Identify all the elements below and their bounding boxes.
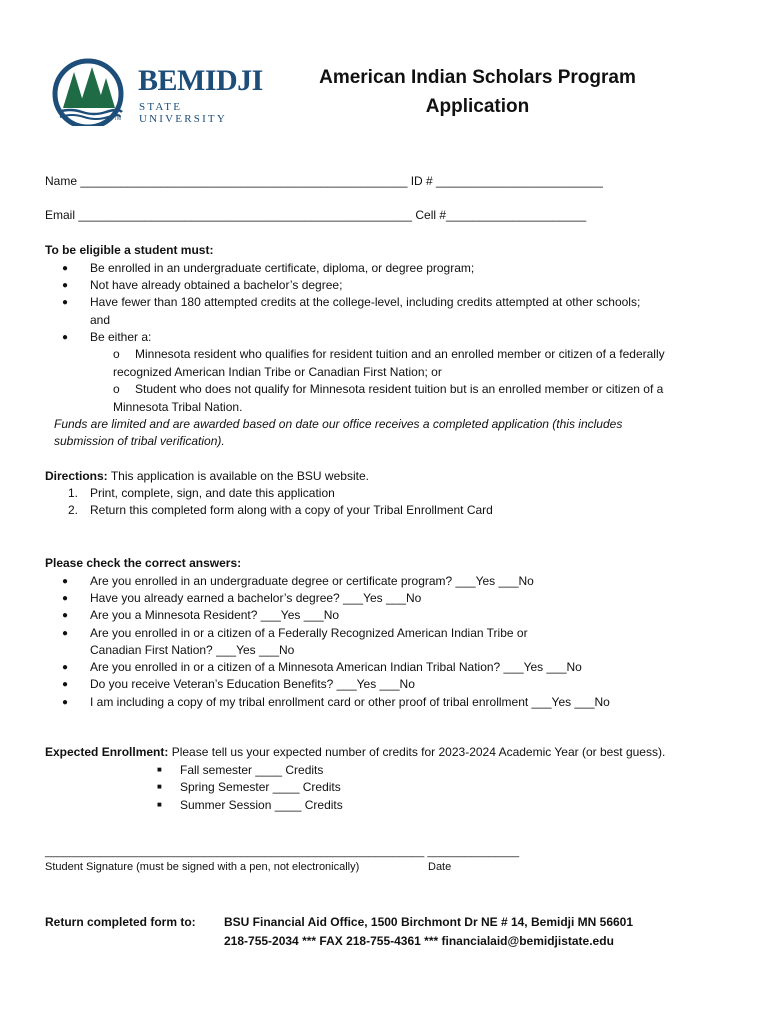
fall-credits: Fall semester ____ Credits [180,763,324,777]
summer-credits: Summer Session ____ Credits [180,798,343,812]
bullet-icon: ● [62,263,69,274]
question-3: Are you a Minnesota Resident? ___Yes ___No [90,608,340,622]
eligibility-sub-1-cont: recognized American Indian Tribe or Canadian First Nation; or [113,365,442,379]
question-5: Are you enrolled in or a citizen of a Minnesota American Indian Tribal Nation? ___Yes ___No [90,660,582,674]
eligibility-sub-2-cont: Minnesota Tribal Nation. [113,400,243,414]
directions [45,469,369,483]
bullet-icon: ● [62,628,69,639]
funding-note: Funds are limited and are awarded based on date our office receives a completed application (this includes [54,417,623,431]
question-7: I am including a copy of my tribal enrollment card or other proof of tribal enrollment ___Yes ___No [90,695,610,709]
question-2: Have you already earned a bachelor’s degree? ___Yes ___No [90,591,422,605]
bullet-icon: ● [62,297,69,308]
logo-trademark: TM [114,116,122,122]
return-contact: 218-755-2034 *** FAX 218-755-4361 *** financialaid@bemidjistate.edu [224,934,614,948]
email-cell-field-line: Email __________________________________________________ Cell #_____________________ [45,208,587,222]
eligibility-item-2: Not have already obtained a bachelor’s degree; [90,278,343,292]
bullet-icon: ● [62,332,69,343]
eligibility-sub-1: Minnesota resident who qualifies for resident tuition and an enrolled member or citizen of a federally [135,347,665,361]
date-label: Date [428,861,452,873]
page-title-line2: Application [425,96,530,117]
circle-bullet-icon: o [113,382,120,396]
directions-step-2: Return this completed form along with a copy of your Tribal Enrollment Card [90,503,493,517]
eligibility-item-3-cont: and [90,313,111,327]
funding-note-cont: submission of tribal verification). [54,434,225,448]
question-4-cont: Canadian First Nation? ___Yes ___No [90,643,295,657]
name-id-field-line: Name _________________________________________________ ID # _________________________ [45,174,603,188]
question-1: Are you enrolled in an undergraduate degree or certificate program? ___Yes ___No [90,574,534,588]
eligibility-heading: To be eligible a student must: [45,243,214,257]
signature-line: ______________________________________________________________ _______________ [45,846,520,858]
bullet-icon: ● [62,593,69,604]
directions-label: Directions: [45,469,108,483]
eligibility-item-4: Be either a: [90,330,152,344]
square-bullet-icon: ■ [157,765,162,774]
expected-enrollment [45,745,665,759]
bullet-icon: ● [62,610,69,621]
square-bullet-icon: ■ [157,800,162,809]
bullet-icon: ● [62,662,69,673]
square-bullet-icon: ■ [157,782,162,791]
bullet-icon: ● [62,679,69,690]
eligibility-item-1: Be enrolled in an undergraduate certificate, diploma, or degree program; [90,261,475,275]
eligibility-item-3: Have fewer than 180 attempted credits at the college-level, including credits attempted at other schools; [90,295,641,309]
return-label: Return completed form to: [45,915,196,929]
step-number: 2. [68,503,79,517]
question-4: Are you enrolled in or a citizen of a Federally Recognized American Indian Tribe or [90,626,528,640]
signature-label: Student Signature (must be signed with a pen, not electronically) [45,861,360,873]
circle-bullet-icon: o [113,347,120,361]
bullet-icon: ● [62,576,69,587]
spring-credits: Spring Semester ____ Credits [180,780,341,794]
bullet-icon: ● [62,280,69,291]
logo-subtitle: STATE UNIVERSITY [139,101,227,125]
question-6: Do you receive Veteran’s Education Benefits? ___Yes ___No [90,677,415,691]
directions-text: This application is available on the BSU website. [110,469,369,483]
enrollment-text: Please tell us your expected number of credits for 2023-2024 Academic Year (or best guess). [171,745,666,759]
page-title: American Indian Scholars Program [319,67,636,88]
bemidji-logo [50,58,272,126]
directions-step-1: Print, complete, sign, and date this application [90,486,335,500]
questions-heading: Please check the correct answers: [45,556,242,570]
step-number: 1. [68,486,79,500]
eligibility-sub-2: Student who does not qualify for Minnesota resident tuition but is an enrolled member or citizen of a [135,382,664,396]
return-address: BSU Financial Aid Office, 1500 Birchmont Dr NE # 14, Bemidji MN 56601 [224,915,634,929]
logo-name: BEMIDJI [138,64,263,97]
enrollment-label: Expected Enrollment: [45,745,169,759]
bullet-icon: ● [62,697,69,708]
